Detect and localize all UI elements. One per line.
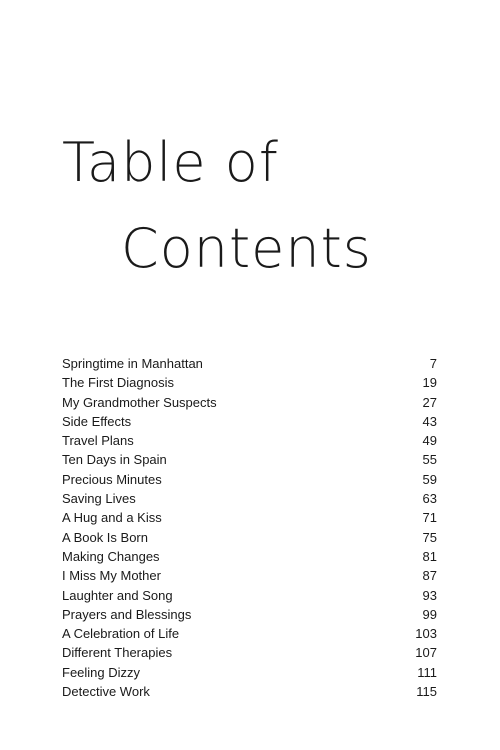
page-title-line-2: Contents [121,217,372,280]
toc-entry-page: 103 [415,626,437,642]
toc-entry-page: 75 [422,529,437,545]
toc-entry [62,645,437,664]
toc-entry-page: 93 [422,587,437,603]
toc-entry-page: 81 [422,548,437,564]
toc-entry [62,356,437,375]
toc-entry [62,665,437,684]
toc-entry-page: 55 [422,452,437,468]
toc-entry-title: A Book Is Born [62,529,148,545]
toc-entry [62,626,437,645]
toc-entry-title: Springtime in Manhattan [62,356,203,371]
toc-entry [62,491,437,510]
toc-entry-page: 59 [422,471,437,487]
toc-entry-page: 19 [422,375,437,391]
toc-entry [62,472,437,491]
toc-entry-page: 87 [422,568,437,584]
toc-entry-title: The First Diagnosis [62,375,174,391]
toc-entry [62,433,437,452]
toc-entry-title: Saving Lives [62,491,136,507]
toc-entry [62,395,437,414]
toc-entry-title: Prayers and Blessings [62,606,192,622]
toc-entry [62,510,437,529]
toc-entry [62,414,437,433]
toc-entry-page: 99 [422,606,437,622]
toc-entry-title: My Grandmother Suspects [62,394,217,410]
toc-entry-page: 107 [415,645,437,661]
toc-entry-title: A Hug and a Kiss [62,510,162,526]
toc-entry-page: 71 [422,510,437,526]
table-of-contents [62,356,437,703]
toc-entry-title: Ten Days in Spain [62,452,167,468]
toc-entry-title: A Celebration of Life [62,626,180,642]
toc-entry-title: Precious Minutes [62,471,162,487]
toc-entry-title: Detective Work [62,684,150,700]
page-title-line-1: Table of [62,131,279,194]
toc-entry-title: Laughter and Song [62,587,173,603]
toc-entry [62,684,437,703]
toc-entry [62,375,437,394]
toc-entry [62,549,437,568]
toc-entry [62,568,437,587]
toc-entry [62,452,437,471]
toc-entry-page: 43 [422,413,437,429]
toc-entry [62,607,437,626]
toc-entry-title: Side Effects [62,413,132,429]
toc-entry-title: Different Therapies [62,645,173,661]
toc-entry [62,588,437,607]
toc-entry-page: 7 [429,356,437,371]
toc-entry-page: 63 [422,491,437,507]
toc-entry-page: 111 [417,664,437,680]
toc-entry-title: Feeling Dizzy [62,664,141,680]
toc-entry-page: 27 [422,394,437,410]
toc-entry-page: 49 [422,433,437,449]
toc-entry-title: Making Changes [62,548,160,564]
toc-entry-title: I Miss My Mother [62,568,161,584]
toc-entry-page: 115 [416,684,437,700]
toc-entry [62,530,437,549]
toc-entry-title: Travel Plans [62,433,134,449]
